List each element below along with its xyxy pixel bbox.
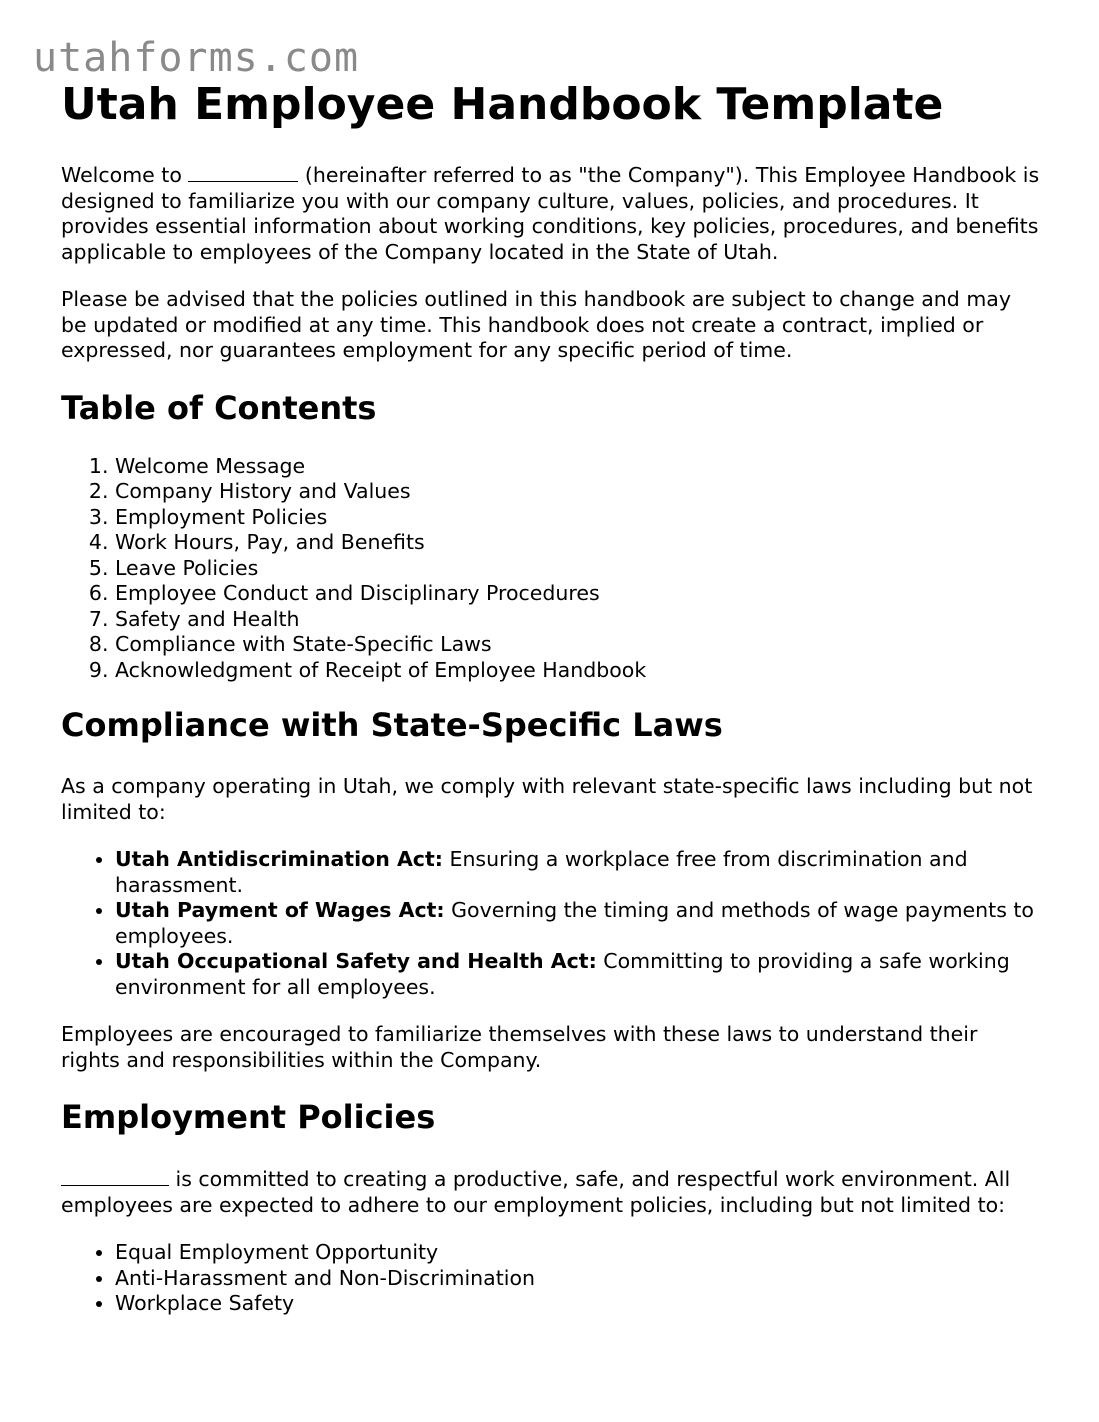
law-item — [115, 949, 1041, 1000]
toc-item: 2. Company History and Values — [115, 479, 1041, 505]
policy-item: • Equal Employment Opportunity — [115, 1240, 1041, 1266]
compliance-law-list — [61, 847, 1041, 1000]
compliance-heading: Compliance with State-Specific Laws — [61, 706, 723, 744]
employment-intro-text: is committed to creating a productive, safe, and respectful work environment. All employees are expected to adhere to our employment policies, including but not limited to: — [61, 1167, 1011, 1217]
law-name: Utah Occupational Safety and Health Act: — [115, 949, 597, 973]
policy-item: • Workplace Safety — [115, 1291, 1041, 1317]
law-item — [115, 898, 1041, 949]
toc-heading: Table of Contents — [61, 388, 377, 427]
toc-list — [61, 454, 1041, 684]
policy-item: • Anti-Harassment and Non-Discrimination — [115, 1266, 1041, 1292]
site-watermark: utahforms.com — [33, 35, 360, 81]
toc-item: 3. Employment Policies — [115, 505, 1041, 531]
page-title: Utah Employee Handbook Template — [61, 79, 944, 130]
toc-item: 1. Welcome Message — [115, 454, 1041, 480]
employment-intro — [61, 1165, 1041, 1218]
employment-policy-list — [61, 1240, 1041, 1317]
toc-item: 5. Leave Policies — [115, 556, 1041, 582]
toc-item: 9. Acknowledgment of Receipt of Employee Handbook — [115, 658, 1041, 684]
law-description: Governing the timing and methods of wage payments to employees. — [115, 898, 1034, 948]
toc-item: 6. Employee Conduct and Disciplinary Procedures — [115, 581, 1041, 607]
compliance-intro: As a company operating in Utah, we comply with relevant state-specific laws including but not limited to: — [61, 774, 1033, 824]
law-description: Ensuring a workplace free from discrimination and harassment. — [115, 847, 968, 897]
toc-item: 8. Compliance with State-Specific Laws — [115, 632, 1041, 658]
intro-paragraph-welcome — [61, 161, 1041, 265]
law-name: Utah Payment of Wages Act: — [115, 898, 445, 922]
law-name: Utah Antidiscrimination Act: — [115, 847, 443, 871]
employment-heading: Employment Policies — [61, 1098, 436, 1136]
intro-text-before: Welcome to — [61, 163, 189, 187]
toc-item: 7. Safety and Health — [115, 607, 1041, 633]
company-name-blank — [61, 1165, 169, 1186]
law-item — [115, 847, 1041, 898]
intro-paragraph-disclaimer: Please be advised that the policies outlined in this handbook are subject to change and may be updated or modified at any time. This handbook does not create a contract, implied or expressed, nor guarantees employment for any specific period of time. — [61, 287, 1011, 362]
compliance-outro: Employees are encouraged to familiarize themselves with these laws to understand their rights and responsibilities within the Company. — [61, 1022, 978, 1072]
toc-item: 4. Work Hours, Pay, and Benefits — [115, 530, 1041, 556]
company-name-blank — [188, 161, 298, 182]
law-description: Committing to providing a safe working environment for all employees. — [115, 949, 1010, 999]
intro-text-after: (hereinafter referred to as "the Company"). This Employee Handbook is designed to familiarize you with our company culture, values, policies, and procedures. It provides essential information about working conditions, key policies, procedures, and benefits applicable to employees of the Company located in the State of Utah. — [61, 163, 1040, 264]
document-page — [61, 78, 1041, 1317]
